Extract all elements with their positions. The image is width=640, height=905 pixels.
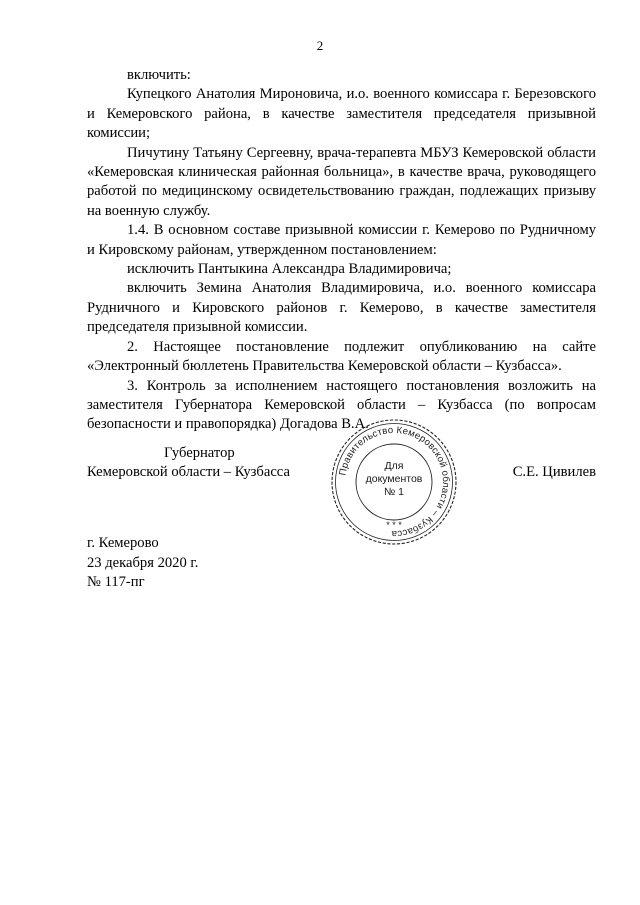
paragraph-item-3: 3. Контроль за исполнением настоящего постановления возложить на заместителя Губернатора Кемеровской области – Кузбасса (по вопросам безопасности и правопорядка) Догадова В.А. [87, 377, 596, 433]
signatory-name: С.Е. Цивилев [512, 464, 596, 481]
document-footer [87, 534, 387, 593]
signatory-title-line2: Кемеровской области – Кузбасса [87, 464, 290, 481]
paragraph-kupetsky: Купецкого Анатолия Мироновича, и.о. военного комиссара г. Березовского и Кемеровского района, в качестве заместителя председателя призывной комиссии; [87, 86, 596, 142]
stamp-center-line2: документов [365, 473, 423, 485]
stamp-stars: * * * [386, 520, 402, 530]
stamp-ring-text: Правительство Кемеровской области – Кузбасса [337, 424, 452, 540]
official-stamp [330, 418, 458, 546]
document-date: 23 декабря 2020 г. [87, 554, 199, 571]
stamp-center-line1: Для [384, 460, 404, 472]
document-place: г. Кемерово [87, 535, 159, 551]
stamp-center-line3: № 1 [383, 486, 405, 498]
paragraph-exclude: исключить Пантыкина Александра Владимировича; [127, 261, 452, 278]
paragraph-zemin: включить Земина Анатолия Владимировича, и.о. военного комиссара Рудничного и Кировского районов г. Кемерово, в качестве заместителя председателя призывной комиссии. [87, 280, 596, 336]
paragraph-pichutina: Пичутину Татьяну Сергеевну, врача-терапевта МБУЗ Кемеровской области «Кемеровская клиническая районная больница», в качестве врача, руководящего работой по медицинскому освидетельствованию граждан, подлежащих призыву на военную службу. [87, 144, 596, 219]
stamp-center-text [362, 460, 426, 499]
paragraph-include-1: включить: [127, 67, 191, 83]
page-number: 2 [316, 38, 324, 53]
paragraph-item-2: 2. Настоящее постановление подлежит опубликованию на сайте «Электронный бюллетень Правительства Кемеровской области – Кузбасса». [87, 338, 596, 375]
signatory-title-line1: Губернатор [164, 445, 235, 461]
paragraph-item-1-4: 1.4. В основном составе призывной комиссии г. Кемерово по Рудничному и Кировскому районам, утвержденном постановлением: [87, 222, 596, 258]
document-body [87, 66, 596, 435]
document-number: № 117-пг [87, 574, 145, 591]
